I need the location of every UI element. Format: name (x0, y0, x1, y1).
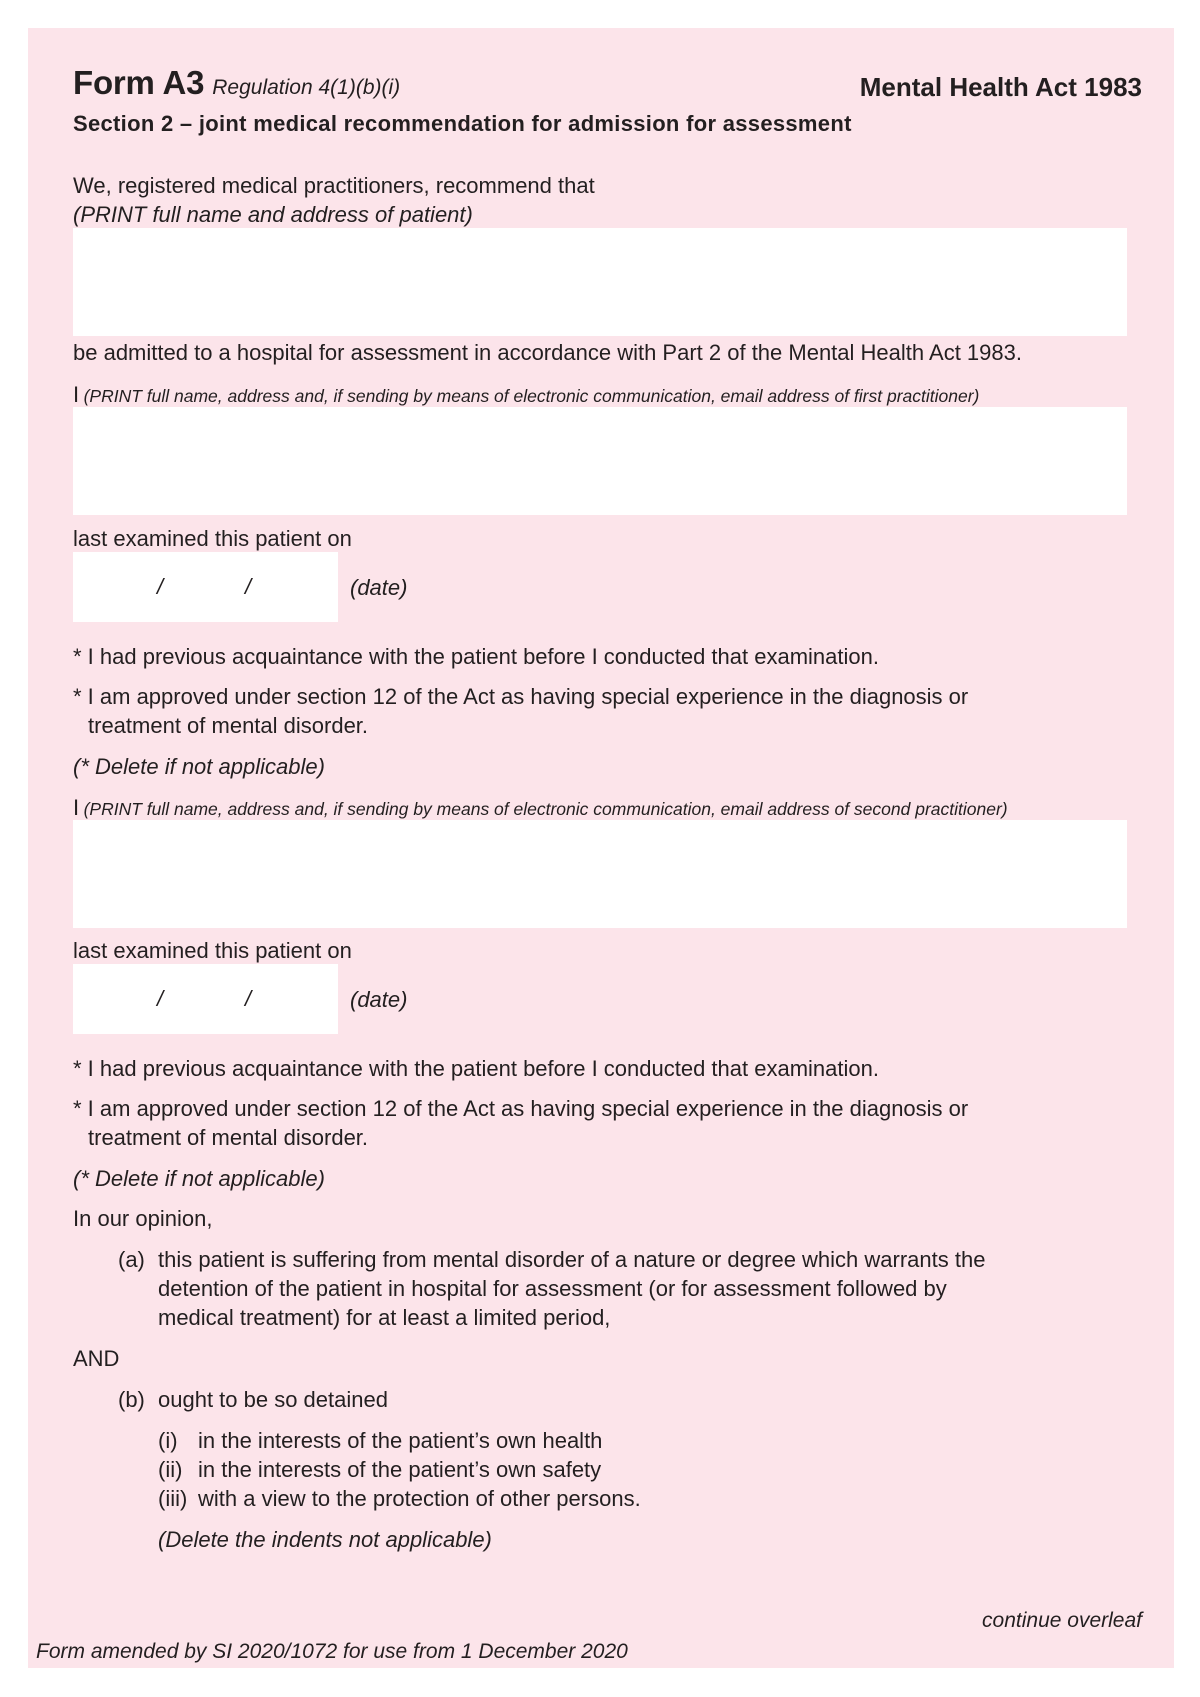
second-date-label: (date) (350, 987, 408, 1012)
form-header (73, 64, 400, 102)
second-examination-date-field[interactable] (73, 964, 338, 1034)
second-practitioner-prompt-line (73, 793, 1008, 822)
second-practitioner-field[interactable] (73, 820, 1127, 928)
second-examined-label: last examined this patient on (73, 938, 352, 963)
first-practitioner-prompt-line (73, 380, 979, 409)
opinion-b-marker: (b) (118, 1387, 145, 1412)
opinion-a-line: this patient is suffering from mental disorder of a nature or degree which warrants the (158, 1247, 986, 1272)
patient-prompt: (PRINT full name and address of patient) (73, 202, 473, 227)
second-acquaintance-statement[interactable]: * I had previous acquaintance with the patient before I conducted that examination. (73, 1056, 879, 1081)
first-practitioner-i: I (73, 382, 80, 407)
amendment-note: Form amended by SI 2020/1072 for use from 1 December 2020 (36, 1640, 628, 1663)
date-separator: / (245, 574, 252, 599)
first-approved-statement-line1[interactable]: * I am approved under section 12 of the Act as having special experience in the diagnosis or (73, 684, 969, 709)
first-examined-label: last examined this patient on (73, 526, 352, 551)
first-examination-date-field[interactable] (73, 552, 338, 622)
first-practitioner-prompt: (PRINT full name, address and, if sending by means of electronic communication, email address of first practitioner) (83, 386, 980, 406)
second-practitioner-prompt: (PRINT full name, address and, if sending by means of electronic communication, email address of second practitioner) (83, 799, 1008, 819)
first-approved-statement-line2: treatment of mental disorder. (88, 713, 369, 738)
indents-note: (Delete the indents not applicable) (158, 1527, 492, 1552)
section-title: Section 2 – joint medical recommendation for admission for assessment (73, 111, 852, 136)
indent-marker: (i) (158, 1428, 178, 1453)
first-delete-note: (* Delete if not applicable) (73, 754, 325, 779)
second-practitioner-i: I (73, 795, 80, 820)
indent-item[interactable]: with a view to the protection of other persons. (198, 1486, 641, 1511)
first-acquaintance-statement[interactable]: * I had previous acquaintance with the patient before I conducted that examination. (73, 644, 879, 669)
opinion-a-line: detention of the patient in hospital for assessment (or for assessment followed by (158, 1276, 947, 1301)
opinion-a-line: medical treatment) for at least a limited period, (158, 1305, 611, 1330)
continue-overleaf: continue overleaf (982, 1609, 1142, 1632)
regulation-reference: Regulation 4(1)(b)(i) (212, 76, 401, 99)
form-number: Form A3 (73, 64, 205, 101)
indent-marker: (ii) (158, 1457, 183, 1482)
indent-item[interactable]: in the interests of the patient’s own safety (198, 1457, 602, 1482)
patient-name-address-field[interactable] (73, 228, 1127, 336)
intro-line: We, registered medical practitioners, recommend that (73, 173, 595, 198)
first-date-label: (date) (350, 575, 408, 600)
admission-statement: be admitted to a hospital for assessment in accordance with Part 2 of the Mental Health Act 1983. (73, 340, 1022, 365)
and-label: AND (73, 1346, 120, 1371)
first-practitioner-field[interactable] (73, 407, 1127, 515)
second-approved-statement-line2: treatment of mental disorder. (88, 1125, 369, 1150)
opinion-lead: In our opinion, (73, 1206, 213, 1231)
indent-item[interactable]: in the interests of the patient’s own health (198, 1428, 603, 1453)
second-delete-note: (* Delete if not applicable) (73, 1166, 325, 1191)
act-title: Mental Health Act 1983 (859, 72, 1142, 102)
indent-marker: (iii) (158, 1486, 188, 1511)
date-separator: / (157, 986, 164, 1011)
opinion-b-text: ought to be so detained (158, 1387, 388, 1412)
date-separator: / (245, 986, 252, 1011)
opinion-a-marker: (a) (118, 1247, 145, 1272)
date-separator: / (157, 574, 164, 599)
second-approved-statement-line1[interactable]: * I am approved under section 12 of the Act as having special experience in the diagnosis or (73, 1096, 969, 1121)
